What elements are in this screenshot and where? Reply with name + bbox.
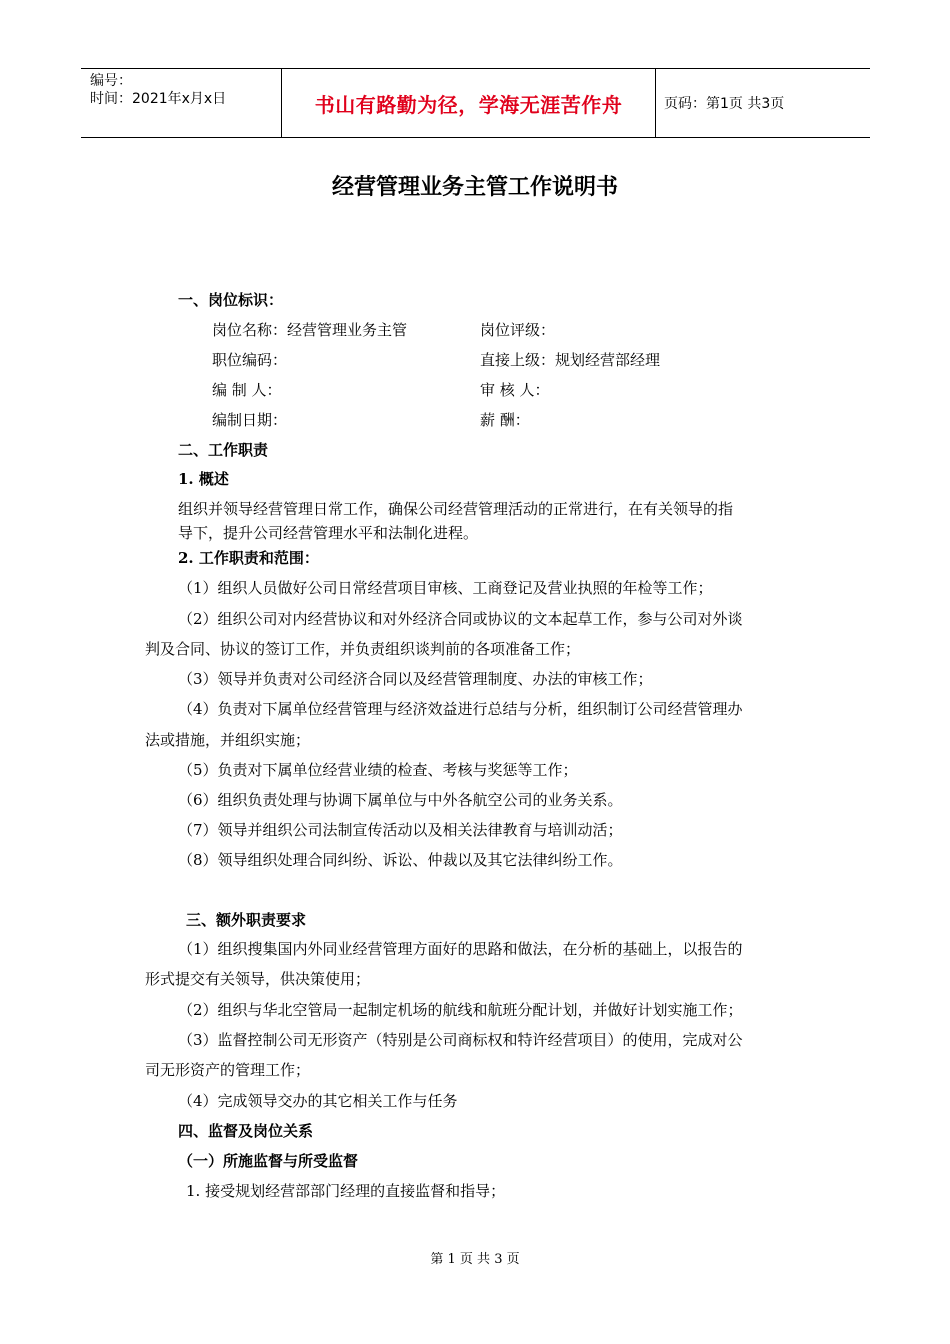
extra-line: （1）组织搜集国内外同业经营管理方面好的思路和做法，在分析的基础上，以报告的: [178, 940, 743, 958]
extra-line: （3）监督控制公司无形资产（特别是公司商标权和特许经营项目）的使用，完成对公: [178, 1031, 743, 1049]
page-footer: 第 1 页 共 3 页: [430, 1252, 520, 1267]
section-1-title: 一、岗位标识：: [178, 291, 284, 309]
duty-line: （1）组织人员做好公司日常经营项目审核、工商登记及营业执照的年检等工作；: [178, 579, 713, 597]
section-4-title: 四、监督及岗位关系: [178, 1122, 314, 1140]
id-row-2-left: 职位编码：: [212, 351, 288, 369]
id-row-2-right: 直接上级：规划经营部经理: [480, 351, 661, 369]
time-label: 时间：2021年x月x日: [90, 91, 227, 107]
overview-line-2: 导下，提升公司经营管理水平和法制化进程。: [178, 524, 479, 542]
duty-line: （2）组织公司对内经营协议和对外经济合同或协议的文本起草工作，参与公司对外谈: [178, 610, 743, 628]
header-page-info: 页码：第1页 共3页: [664, 96, 785, 112]
section-2-title: 二、工作职责: [178, 441, 269, 459]
id-row-3-right: 审 核 人：: [480, 381, 550, 399]
id-row-3-left: 编 制 人：: [212, 381, 282, 399]
supervision-line-1: 1. 接受规划经营部部门经理的直接监督和指导；: [186, 1182, 506, 1200]
document-title: 经营管理业务主管工作说明书: [331, 174, 618, 200]
duty-line: 法或措施，并组织实施；: [145, 731, 311, 749]
duty-line: （4）负责对下属单位经营管理与经济效益进行总结与分析，组织制订公司经营管理办: [178, 700, 743, 718]
extra-line: （4）完成领导交办的其它相关工作与任务: [178, 1092, 458, 1110]
overview-line-1: 组织并领导经营管理日常工作，确保公司经营管理活动的正常进行，在有关领导的指: [178, 500, 734, 518]
duty-line: （5）负责对下属单位经营业绩的检查、考核与奖惩等工作；: [178, 761, 578, 779]
header-table: [81, 68, 870, 138]
duty-line: （3）领导并负责对公司经济合同以及经营管理制度、办法的审核工作；: [178, 670, 653, 688]
number-label: 编号：: [90, 73, 132, 89]
id-row-4-left: 编制日期：: [212, 411, 288, 429]
extra-line: 形式提交有关领导，供决策使用；: [145, 970, 371, 988]
duty-line: （8）领导组织处理合同纠纷、诉讼、仲裁以及其它法律纠纷工作。: [178, 851, 623, 869]
id-row-4-right: 薪 酬：: [480, 411, 530, 429]
extra-line: （2）组织与华北空管局一起制定机场的航线和航班分配计划，并做好计划实施工作；: [178, 1001, 743, 1019]
section-4-1-title: （一）所施监督与所受监督: [178, 1152, 359, 1170]
duty-line: （6）组织负责处理与协调下属单位与中外各航空公司的业务关系。: [178, 791, 623, 809]
id-row-1-left: 岗位名称：经营管理业务主管: [212, 321, 408, 339]
section-2-1-title: 1. 概述: [178, 470, 229, 488]
section-3-title: 三、额外职责要求: [186, 911, 307, 929]
header-motto: 书山有路勤为径，学海无涯苦作舟: [282, 69, 656, 137]
duty-line: （7）领导并组织公司法制宣传活动以及相关法律教育与培训动活；: [178, 821, 623, 839]
duty-line: 判及合同、协议的签订工作，并负责组织谈判前的各项准备工作；: [145, 640, 581, 658]
section-2-2-title: 2. 工作职责和范围：: [178, 549, 319, 567]
id-row-1-right: 岗位评级：: [480, 321, 556, 339]
extra-line: 司无形资产的管理工作；: [145, 1061, 311, 1079]
header-meta-cell: [81, 69, 282, 137]
